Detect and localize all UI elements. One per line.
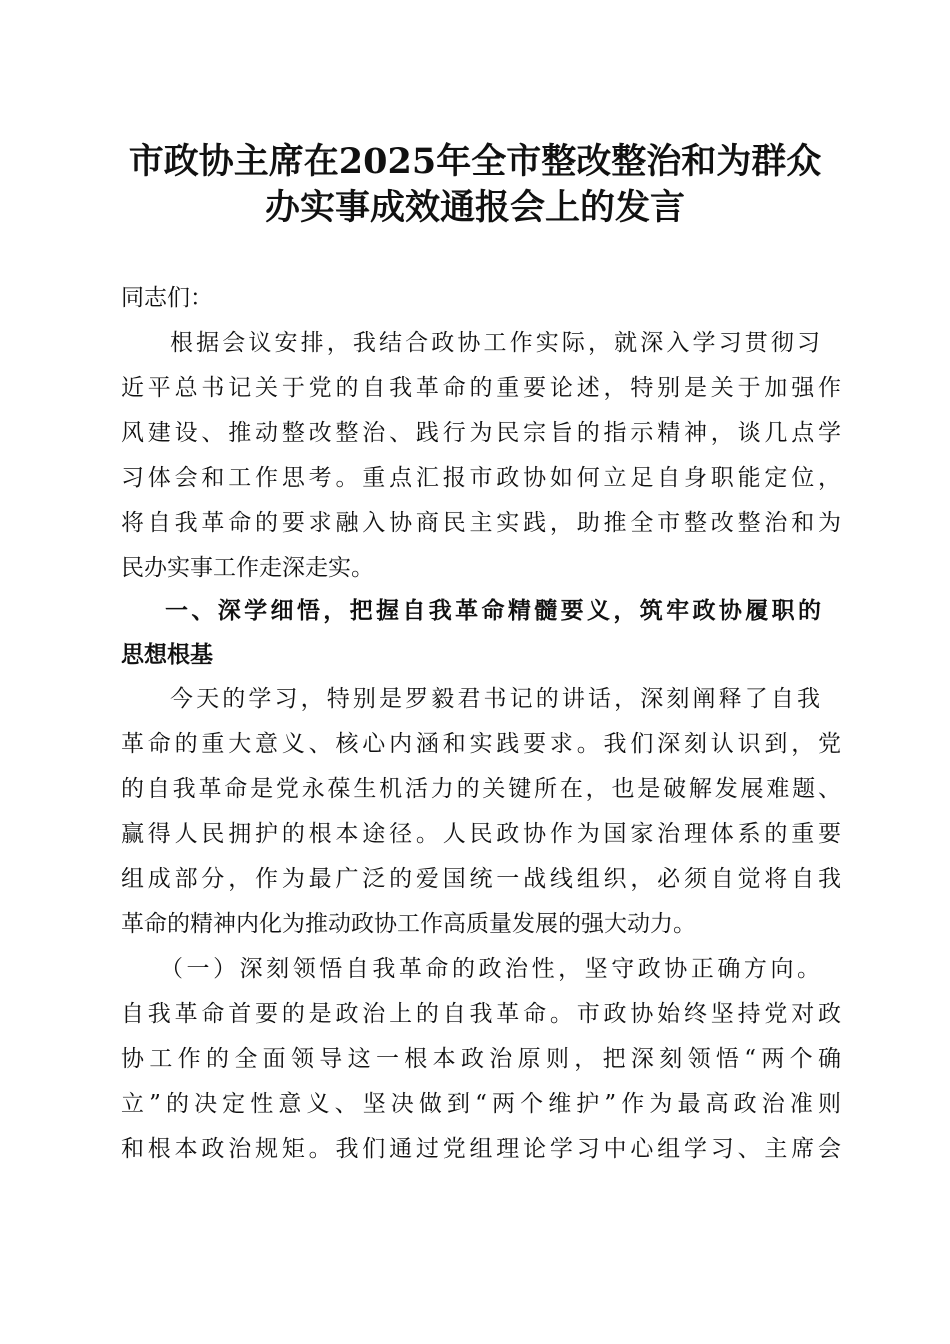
paragraph-line: 今天的学习，特别是罗毅君书记的讲话，深刻阐释了自我 [170,686,820,712]
document-title-line-1: 市政协主席在2025年全市整改整治和为群众 [128,141,822,182]
paragraph-line: 组成部分，作为最广泛的爱国统一战线组织，必须自觉将自我 [121,866,841,892]
paragraph-line: 风建设、推动整改整治、践行为民宗旨的指示精神，谈几点学 [121,420,841,446]
paragraph-line: 近平总书记关于党的自我革命的重要论述，特别是关于加强作 [121,375,841,401]
paragraph-line: 习体会和工作思考。重点汇报市政协如何立足自身职能定位， [121,465,841,491]
paragraph-line: 革命的重大意义、核心内涵和实践要求。我们深刻认识到，党 [121,731,841,757]
section-heading-1: 一、深学细悟，把握自我革命精髓要义，筑牢政协履职的 [165,598,821,624]
section-heading-1-cont: 思想根基 [121,642,213,668]
paragraph-line: 和根本政治规矩。我们通过党组理论学习中心组学习、主席会 [121,1136,841,1162]
document-title-line-2: 办实事成效通报会上的发言 [264,187,685,228]
paragraph-line: 民办实事工作走深走实。 [121,555,374,581]
paragraph-line: 赢得人民拥护的根本途径。人民政协作为国家治理体系的重要 [121,821,841,847]
paragraph-line: 根据会议安排，我结合政协工作实际，就深入学习贯彻习 [170,330,820,356]
paragraph-line: 将自我革命的要求融入协商民主实践，助推全市整改整治和为 [121,510,841,536]
paragraph-line: 的自我革命是党永葆生机活力的关键所在，也是破解发展难题、 [121,776,841,802]
paragraph-line: 协工作的全面领导这一根本政治原则，把深刻领悟“两个确 [121,1046,841,1072]
subsection-heading-1: （一）深刻领悟自我革命的政治性，坚守政协正确方向。 [160,956,820,982]
paragraph-line: 革命的精神内化为推动政协工作高质量发展的强大动力。 [121,911,696,937]
paragraph-line: 立”的决定性意义、坚决做到“两个维护”作为最高政治准则 [121,1091,841,1117]
greeting: 同志们： [121,285,213,311]
paragraph-line: 自我革命首要的是政治上的自我革命。市政协始终坚持党对政 [121,1001,841,1027]
